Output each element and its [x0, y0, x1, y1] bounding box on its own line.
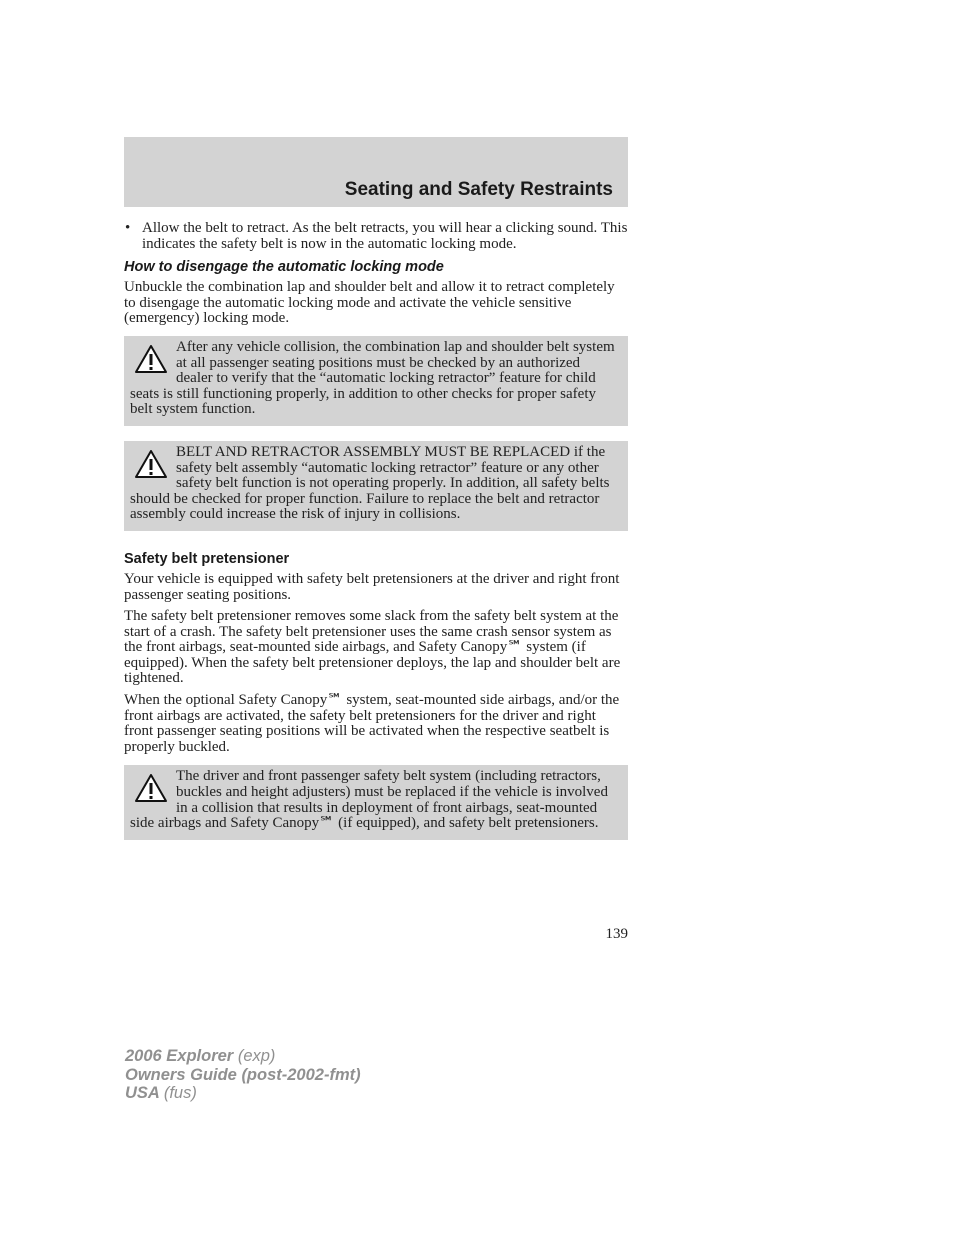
- warning-triangle-icon: [134, 449, 168, 479]
- paragraph-pretensioner-1: Your vehicle is equipped with safety belt pretensioners at the driver and right front passenger seating positions.: [124, 570, 620, 603]
- footer-line-market: [125, 1084, 361, 1103]
- page-content: [124, 221, 628, 855]
- footer-guide: Owners Guide (post-2002-fmt): [125, 1065, 361, 1084]
- paragraph-pretensioner-2: The safety belt pretensioner removes some slack from the safety belt system at the start of a crash. The safety belt pretensioner uses the same crash sensor system as the front airbags, seat-mounted side airbags, and Safety Canopy℠ system (if equipped). When the safety belt pretensioner deploys, the lap and shoulder belt are tightened.: [124, 608, 621, 687]
- footer-model-code: (exp): [237, 1047, 276, 1065]
- bullet-text: Allow the belt to retract. As the belt retracts, you will hear a clicking sound. This indicates the safety belt is now in the automatic locking mode.: [142, 220, 628, 252]
- warning-text: BELT AND RETRACTOR ASSEMBLY MUST BE REPLACED if the safety belt assembly “automatic locking retractor” feature or any other safety belt function is not operating properly. In addition, all safety belts should be checked for proper function. Failure to replace the belt and retractor assembly could increase the risk of injury in collisions.: [130, 443, 610, 523]
- section-header-band: [124, 137, 628, 207]
- section-title: Seating and Safety Restraints: [344, 179, 613, 200]
- warning-text: After any vehicle collision, the combination lap and shoulder belt system at all passenger seating positions must be checked by an authorized dealer to verify that the “automatic locking retractor” feature for child seats is still functioning properly, in addition to other checks for proper safety belt system function.: [130, 338, 615, 418]
- heading-disengage-locking-mode: How to disengage the automatic locking mode: [124, 259, 444, 276]
- warning-box-collision-check: [124, 336, 628, 426]
- warning-box-retractor-replace: [124, 441, 628, 531]
- heading-pretensioner: Safety belt pretensioner: [124, 550, 290, 567]
- bullet-icon: •: [125, 220, 131, 236]
- page-number: 139: [605, 926, 628, 942]
- footer-line-model: [125, 1047, 361, 1066]
- paragraph-pretensioner-3: When the optional Safety Canopy℠ system, seat-mounted side airbags, and/or the front airbags are activated, the safety belt pretensioners for the driver and right front passenger seating positions will be activated when the respective seatbelt is properly buckled.: [124, 692, 620, 755]
- warning-text: The driver and front passenger safety belt system (including retractors, buckles and height adjusters) must be replaced if the vehicle is involved in a collision that results in deployment of front airbags, seat-mounted side airbags and Safety Canopy℠ (if equipped), and safety belt pretensioners.: [130, 768, 608, 832]
- warning-triangle-icon: [134, 344, 168, 374]
- paragraph-disengage: Unbuckle the combination lap and shoulder belt and allow it to retract completely to disengage the automatic locking mode and activate the vehicle sensitive (emergency) locking mode.: [124, 279, 615, 327]
- footer-line-guide: [125, 1066, 361, 1085]
- footer-model: 2006 Explorer: [125, 1047, 234, 1065]
- footer-market-code: (fus): [163, 1084, 197, 1102]
- footer-market: USA: [125, 1084, 160, 1102]
- bullet-item: [124, 221, 628, 252]
- document-footer: [125, 1047, 361, 1103]
- warning-box-pretensioner-replace: [124, 765, 628, 839]
- warning-triangle-icon: [134, 773, 168, 803]
